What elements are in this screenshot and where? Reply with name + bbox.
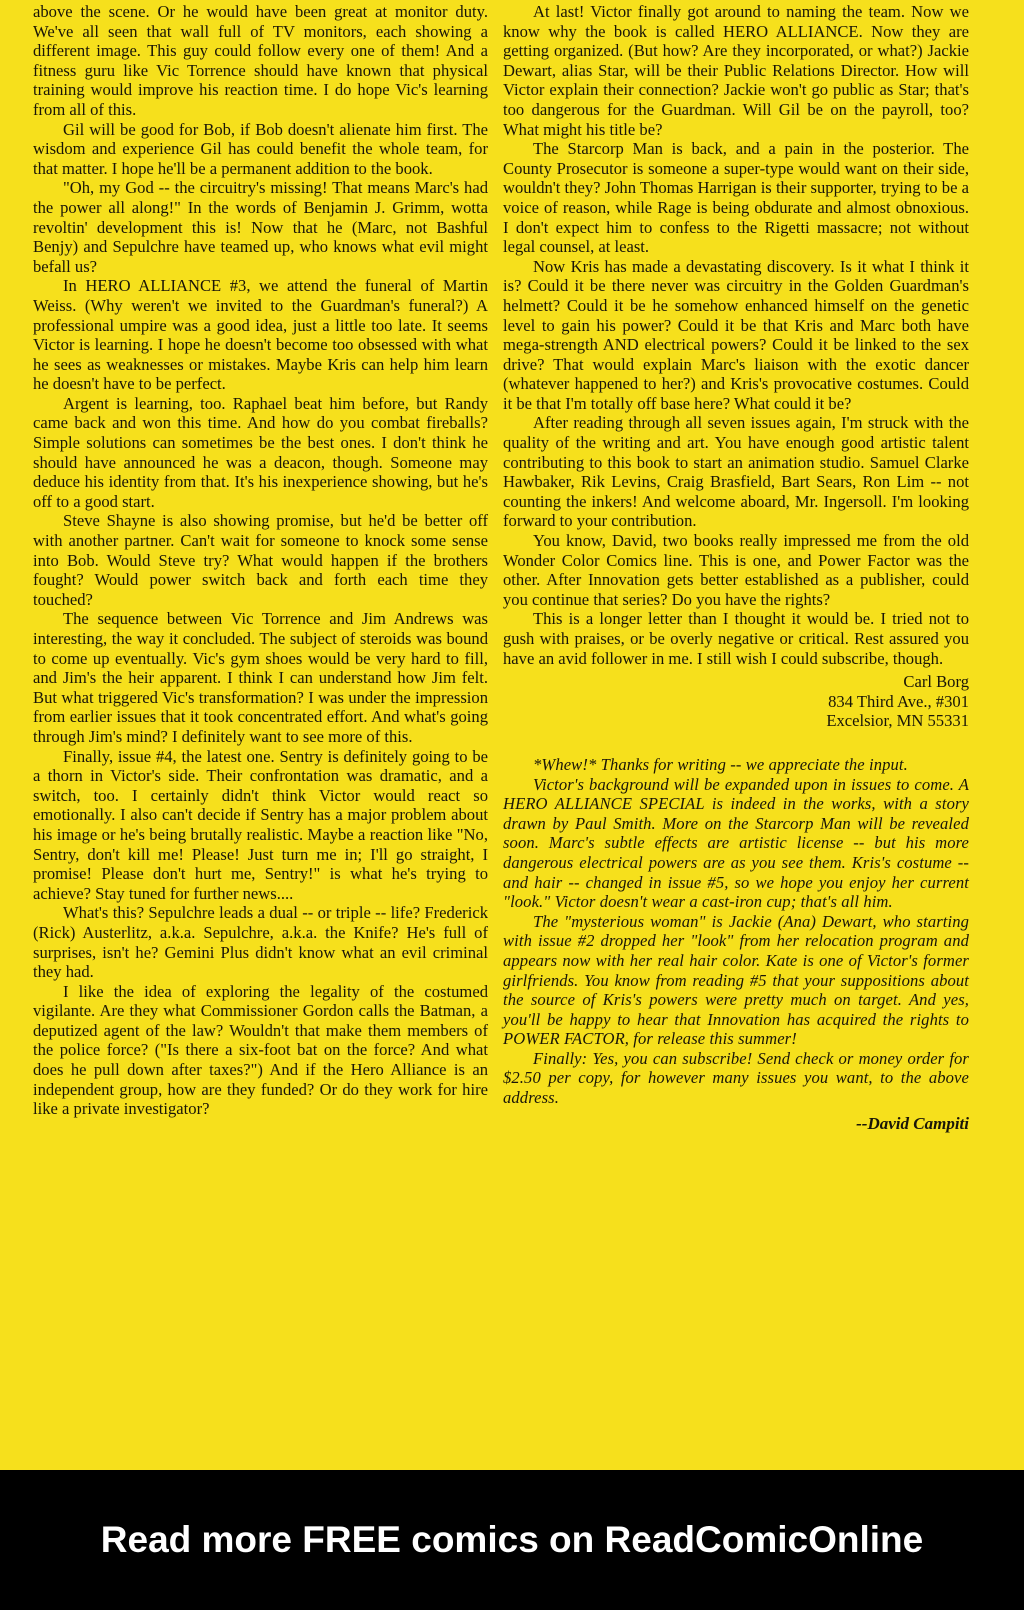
paragraph: "Oh, my God -- the circuitry's missing! That means Marc's had the power all along!" In the words of Benjamin J. Grimm, wotta revoltin' development this is! Now that he (Marc, not Bashful Benjy) and Sepulchre have teamed up, who knows what evil might befall us? bbox=[33, 178, 488, 276]
editor-signature: --David Campiti bbox=[856, 1113, 969, 1133]
letter-column-left bbox=[33, 2, 488, 1119]
paragraph: The "mysterious woman" is Jackie (Ana) Dewart, who starting with issue #2 dropped her "look" from her relocation program and appears now with her real hair color. Kate is one of Victor's former girlfriends. You know from reading #5 that your suppositions about the source of Kris's powers were pretty much on target. And yes, you'll be happy to hear that Innovation has acquired the rights to POWER FACTOR, for release this summer! bbox=[503, 911, 969, 1049]
paragraph: The sequence between Vic Torrence and Jim Andrews was interesting, the way it concluded. The subject of steroids was bound to come up eventually. Vic's gym shoes would be very hard to fill, and Jim's the heir apparent. I think I can understand how Jim felt. But what triggered Vic's transformation? I was under the impression from earlier issues that it took concentrated effort. And what's going through Jim's mind? I definitely want to see more of this. bbox=[33, 609, 488, 746]
promo-banner[interactable] bbox=[0, 1470, 1024, 1610]
paragraph: Argent is learning, too. Raphael beat him before, but Randy came back and won this time. And how do you combat fireballs? Simple solutions can sometimes be the best ones. I don't think he should have announced he was a deacon, though. Someone may deduce his identity from that. It's his inexperience showing, but he's off to a good start. bbox=[33, 393, 488, 511]
paragraph: above the scene. Or he would have been great at monitor duty. We've all seen that wall full of TV monitors, each showing a different image. This guy could follow every one of them! And a fitness guru like Vic Torrence should have known that physical training would improve his reaction time. I do hope Vic's learning from all of this. bbox=[33, 2, 488, 119]
paragraph: I like the idea of exploring the legality of the costumed vigilante. Are they what Commissioner Gordon calls the Batman, a deputized agent of the law? Wouldn't that make them members of the police force? ("Is there a six-foot bat on the force? And what does he pull down after taxes?") And if the Hero Alliance is an independent group, how are they funded? Or do they work for hire like a private investigator? bbox=[33, 981, 488, 1119]
paragraph: After reading through all seven issues again, I'm struck with the quality of the writing and art. You have enough good artistic talent contributing to this book to start an animation studio. Samuel Clarke Hawbaker, Rik Levins, Craig Brasfield, Bart Sears, Ron Lim -- not counting the inkers! And welcome aboard, Mr. Ingersoll. I'm looking forward to your contribution. bbox=[503, 413, 969, 531]
letter-column-right bbox=[503, 2, 969, 1133]
paragraph: Now Kris has made a devastating discovery. Is it what I think it is? Could it be there never was circuitry in the Golden Guardman's helmett? Could it be he somehow enhanced himself on the genetic level to gain his power? Could it be that Kris and Marc both have mega-strength AND electrical powers? Could it be linked to the sex drive? That would explain Marc's liaison with the exotic dancer (whatever happened to her?) and Kris's provocative costumes. Could it be that I'm totally off base here? What could it be? bbox=[503, 256, 969, 413]
paragraph: What's this? Sepulchre leads a dual -- or triple -- life? Frederick (Rick) Austerlitz, a.k.a. Sepulchre, a.k.a. the Knife? He's full of surprises, isn't he? Gemini Plus didn't know what an evil criminal they had. bbox=[33, 903, 488, 982]
paragraph: This is a longer letter than I thought it would be. I tried not to gush with praises, or be overly negative or critical. Rest assured you have an avid follower in me. I still wish I could subscribe, though. bbox=[503, 609, 969, 668]
paragraph: You know, David, two books really impressed me from the old Wonder Color Comics line. This is one, and Power Factor was the other. After Innovation gets better established as a publisher, could you continue that series? Do you have the rights? bbox=[503, 531, 969, 609]
paragraph: Victor's background will be expanded upon in issues to come. A HERO ALLIANCE SPECIAL is indeed in the works, with a story drawn by Paul Smith. More on the Starcorp Man will be revealed soon. Marc's subtle effects are artistic license -- but his more dangerous electrical powers are as you see them. Kris's costume -- and hair -- changed in issue #5, so we hope you enjoy her current "look." Victor doesn't wear a cast-iron cup; that's all him. bbox=[503, 774, 969, 912]
promo-banner-text[interactable]: Read more FREE comics on ReadComicOnline bbox=[100, 1519, 924, 1560]
letter-signature-address: 834 Third Ave., #301 bbox=[828, 691, 969, 711]
paragraph: Finally: Yes, you can subscribe! Send check or money order for $2.50 per copy, for however many issues you want, to the above address. bbox=[503, 1048, 969, 1108]
letter-signature-name: Carl Borg bbox=[903, 672, 969, 692]
paragraph: Steve Shayne is also showing promise, but he'd be better off with another partner. Can't wait for someone to knock some sense into Bob. Would Steve try? What would happen if the brothers fought? Would power switch back and forth each time they touched? bbox=[33, 511, 488, 609]
paragraph: *Whew!* Thanks for writing -- we appreciate the input. bbox=[533, 754, 908, 774]
paragraph: Finally, issue #4, the latest one. Sentry is definitely going to be a thorn in Victor's side. Their confrontation was dramatic, and a switch, too. I certainly didn't think Victor would react so emotionally. I also can't decide if Sentry has a major problem about his image or he's being brutally realistic. Maybe a reaction like "No, Sentry, don't kill me! Please! Just turn me in; I'll go straight, I promise! Please don't hurt me, Sentry!" is what he's trying to achieve? Stay tuned for further news.... bbox=[33, 746, 488, 903]
editor-reply bbox=[503, 755, 969, 1108]
letter-signature-city: Excelsior, MN 55331 bbox=[826, 711, 969, 731]
paragraph: The Starcorp Man is back, and a pain in the posterior. The County Prosecutor is someone a super-type would want on their side, wouldn't they? John Thomas Harrigan is their supporter, trying to be a voice of reason, while Rage is being obdurate and almost obnoxious. I don't expect him to confess to the Rigetti massacre; not without legal counsel, at least. bbox=[503, 139, 969, 257]
paragraph: Gil will be good for Bob, if Bob doesn't alienate him first. The wisdom and experience Gil has could benefit the whole team, for that matter. I hope he'll be a permanent addition to the book. bbox=[33, 119, 488, 178]
paragraph: At last! Victor finally got around to naming the team. Now we know why the book is called HERO ALLIANCE. Now they are getting organized. (But how? Are they incorporated, or what?) Jackie Dewart, alias Star, will be their Public Relations Director. How will Victor explain their connection? Jackie won't go public as Star; that's too dangerous for the Guardman. Will Gil be on the payroll, too? What might his title be? bbox=[503, 2, 969, 139]
paragraph: In HERO ALLIANCE #3, we attend the funeral of Martin Weiss. (Why weren't we invited to the Guardman's funeral?) A professional umpire was a good idea, just a little too late. It seems Victor is learning. I hope he doesn't become too obsessed with what he sees as weaknesses or mistakes. Maybe Kris can help him learn he doesn't have to be perfect. bbox=[33, 276, 488, 394]
